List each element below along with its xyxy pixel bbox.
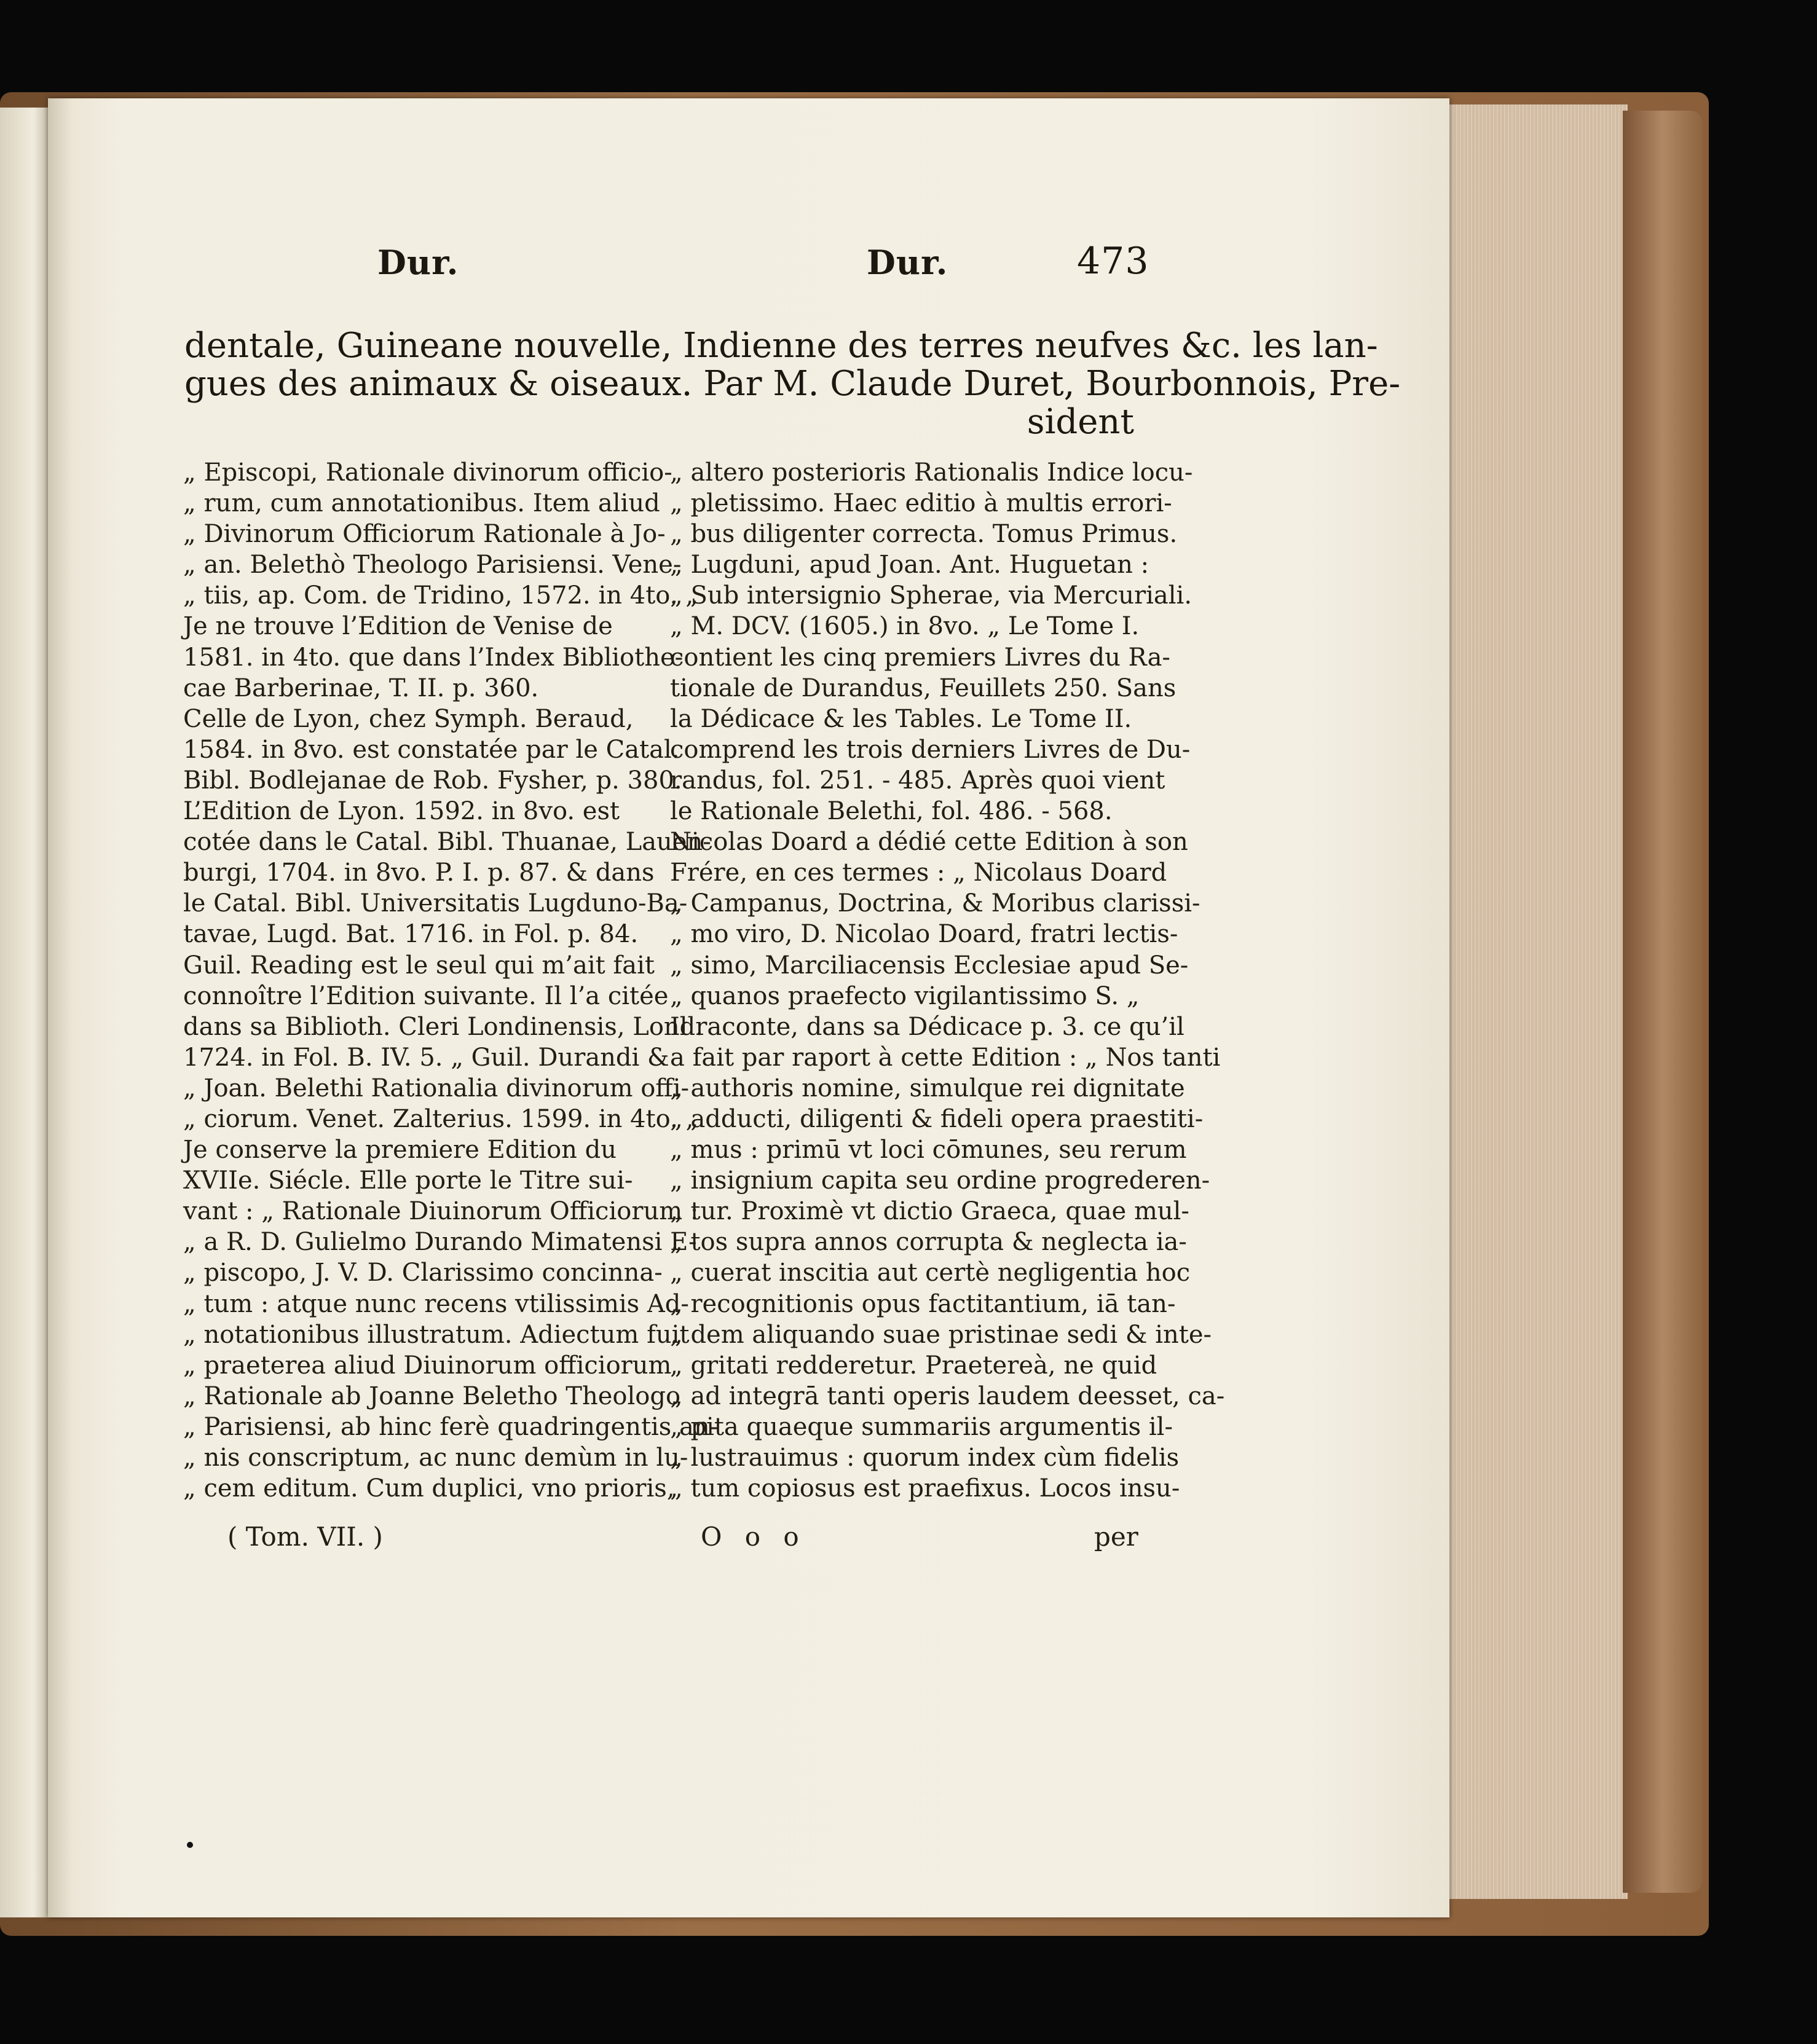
right-column-line: randus, fol. 251. - 485. Après quoi vient xyxy=(670,766,1165,795)
left-column-line: cae Barberinae, T. II. p. 360. xyxy=(183,674,539,702)
left-column-line: „ notationibus illustratum. Adiectum fuit xyxy=(183,1320,690,1349)
left-column-line: „ tum : atque nunc recens vtilissimis Ad- xyxy=(183,1289,689,1318)
left-column-line: le Catal. Bibl. Universitatis Lugduno-Ba- xyxy=(183,889,688,918)
right-column-line: „ Campanus, Doctrina, & Moribus clarissi- xyxy=(670,889,1200,918)
right-column-line: „ bus diligenter correcta. Tomus Primus. xyxy=(670,520,1178,549)
right-column-line: tionale de Durandus, Feuillets 250. Sans xyxy=(670,674,1177,702)
intro-line-1: dentale, Guineane nouvelle, Indienne des terres neufves &c. les lan- xyxy=(184,326,1378,366)
right-column-line: le Rationale Belethi, fol. 486. - 568. xyxy=(670,797,1113,826)
right-column-line: comprend les trois derniers Livres de Du- xyxy=(670,735,1191,764)
left-column-line: L’Edition de Lyon. 1592. in 8vo. est xyxy=(183,797,620,826)
right-column-line: „ quanos praefecto vigilantissimo S. „ xyxy=(670,981,1140,1010)
right-column-line: Nicolas Doard a dédié cette Edition à son xyxy=(670,828,1188,857)
left-column-line: „ praeterea aliud Diuinorum officiorum xyxy=(183,1351,672,1380)
page-number: 473 xyxy=(1077,240,1149,283)
right-column-line: Frére, en ces termes : „ Nicolaus Doard xyxy=(670,859,1167,887)
left-column-line: „ nis conscriptum, ac nunc demùm in lu- xyxy=(183,1444,688,1472)
right-column-line: Il raconte, dans sa Dédicace p. 3. ce qu’il xyxy=(670,1012,1184,1041)
left-column-line: Bibl. Bodlejanae de Rob. Fysher, p. 380. xyxy=(183,766,682,795)
left-column-line: „ ciorum. Venet. Zalterius. 1599. in 4to. „ xyxy=(183,1104,699,1133)
left-column-line: Je conserve la premiere Edition du xyxy=(183,1136,617,1165)
left-column-line: Celle de Lyon, chez Symph. Beraud, xyxy=(183,704,634,733)
right-column-line: „ recognitionis opus factitantium, iā tan- xyxy=(670,1289,1176,1318)
right-column-line: „ pita quaeque summariis argumentis il- xyxy=(670,1412,1173,1441)
cover-board-edge xyxy=(1623,111,1703,1893)
right-column-line: „ Lugduni, apud Joan. Ant. Huguetan : xyxy=(670,551,1149,580)
right-column xyxy=(670,457,1225,1504)
left-column-line: Guil. Reading est le seul qui m’ait fait xyxy=(183,951,655,980)
right-column-line: „ altero posterioris Rationalis Indice locu- xyxy=(670,458,1193,487)
left-column-line: tavae, Lugd. Bat. 1716. in Fol. p. 84. xyxy=(183,920,639,949)
running-header-center: Dur. xyxy=(867,243,948,282)
right-column-line: „ gritati redderetur. Praetereà, ne quid xyxy=(670,1351,1157,1380)
right-column-line: „ M. DCV. (1605.) in 8vo. „ Le Tome I. xyxy=(670,612,1140,641)
right-column-line: „ dem aliquando suae pristinae sedi & inte- xyxy=(670,1320,1212,1349)
left-column xyxy=(183,457,719,1504)
left-column-line: „ Parisiensi, ab hinc ferè quadringentis an- xyxy=(183,1412,719,1441)
right-column-line: la Dédicace & les Tables. Le Tome II. xyxy=(670,704,1132,733)
left-column-line: 1724. in Fol. B. IV. 5. „ Guil. Durandi & xyxy=(183,1043,669,1072)
intro-line-3: sident xyxy=(1027,402,1134,442)
left-column-line: burgi, 1704. in 8vo. P. I. p. 87. & dans xyxy=(183,859,655,887)
left-column-line: dans sa Biblioth. Cleri Londinensis, Lond. xyxy=(183,1012,703,1041)
page-block-edge xyxy=(1442,104,1628,1899)
left-column-line: XVIIe. Siécle. Elle porte le Titre sui- xyxy=(183,1166,633,1195)
left-column-line: 1581. in 4to. que dans l’Index Bibliothe- xyxy=(183,643,684,672)
left-column-line: „ piscopo, J. V. D. Clarissimo concinna- xyxy=(183,1259,663,1287)
left-column-line: Je ne trouve l’Edition de Venise de xyxy=(183,612,613,641)
right-column-line: „ insignium capita seu ordine progrederen- xyxy=(670,1166,1210,1195)
signature-mark: O o o xyxy=(701,1522,806,1552)
left-column-line: „ tiis, ap. Com. de Tridino, 1572. in 4to. „ xyxy=(183,581,698,610)
right-column-line: „ adducti, diligenti & fideli opera praestiti- xyxy=(670,1104,1204,1133)
right-column-line: contient les cinq premiers Livres du Ra- xyxy=(670,643,1170,672)
right-column-line: „ mus : primū vt loci cōmunes, seu rerum xyxy=(670,1136,1187,1165)
intro-line-2: gues des animaux & oiseaux. Par M. Claude Duret, Bourbonnois, Pre- xyxy=(184,364,1401,404)
right-column-line: „ cuerat inscitia aut certè negligentia hoc xyxy=(670,1259,1191,1287)
right-column-line: „ ad integrā tanti operis laudem deesset, ca- xyxy=(670,1382,1225,1410)
left-column-line: „ Rationale ab Joanne Beletho Theologo xyxy=(183,1382,681,1410)
right-column-line: „ Sub intersignio Spherae, via Mercuriali. xyxy=(670,581,1192,610)
right-column-line: „ authoris nomine, simulque rei dignitate xyxy=(670,1074,1185,1103)
right-column-line: „ pletissimo. Haec editio à multis errori- xyxy=(670,489,1172,518)
ink-spot xyxy=(187,1842,193,1848)
left-column-line: 1584. in 8vo. est constatée par le Catal. xyxy=(183,735,680,764)
left-column-line: „ Joan. Belethi Rationalia divinorum offi- xyxy=(183,1074,690,1103)
left-column-line: „ Episcopi, Rationale divinorum officio- xyxy=(183,458,672,487)
left-column-line: „ an. Belethò Theologo Parisiensi. Vene- xyxy=(183,551,682,580)
left-column-line: connoître l’Edition suivante. Il l’a citée xyxy=(183,981,669,1010)
left-column-line: „ a R. D. Gulielmo Durando Mimatensi E- xyxy=(183,1228,697,1257)
right-column-line: „ mo viro, D. Nicolao Doard, fratri lectis- xyxy=(670,920,1178,949)
right-column-line: „ tum copiosus est praefixus. Locos insu- xyxy=(670,1474,1180,1503)
left-column-line: „ Divinorum Officiorum Rationale à Jo- xyxy=(183,520,666,549)
right-column-line: „ tur. Proximè vt dictio Graeca, quae mul- xyxy=(670,1197,1189,1226)
facing-page-edge xyxy=(0,108,48,1917)
left-column-line: „ rum, cum annotationibus. Item aliud xyxy=(183,489,660,518)
footer-volume: ( Tom. VII. ) xyxy=(227,1522,383,1552)
right-column-line: „ simo, Marciliacensis Ecclesiae apud Se- xyxy=(670,951,1189,980)
catchword: per xyxy=(1094,1522,1138,1552)
right-column-line: a fait par raport à cette Edition : „ Nos tanti xyxy=(670,1043,1221,1072)
right-column-line: „ lustrauimus : quorum index cùm fidelis xyxy=(670,1444,1180,1472)
right-column-line: „ tos supra annos corrupta & neglecta ia- xyxy=(670,1228,1187,1257)
left-column-line: vant : „ Rationale Diuinorum Officiorum : xyxy=(183,1197,699,1226)
left-column-line: „ cem editum. Cum duplici, vno prioris, xyxy=(183,1474,675,1503)
left-column-line: cotée dans le Catal. Bibl. Thuanae, Lauen- xyxy=(183,828,711,857)
running-header-left: Dur. xyxy=(377,243,459,282)
